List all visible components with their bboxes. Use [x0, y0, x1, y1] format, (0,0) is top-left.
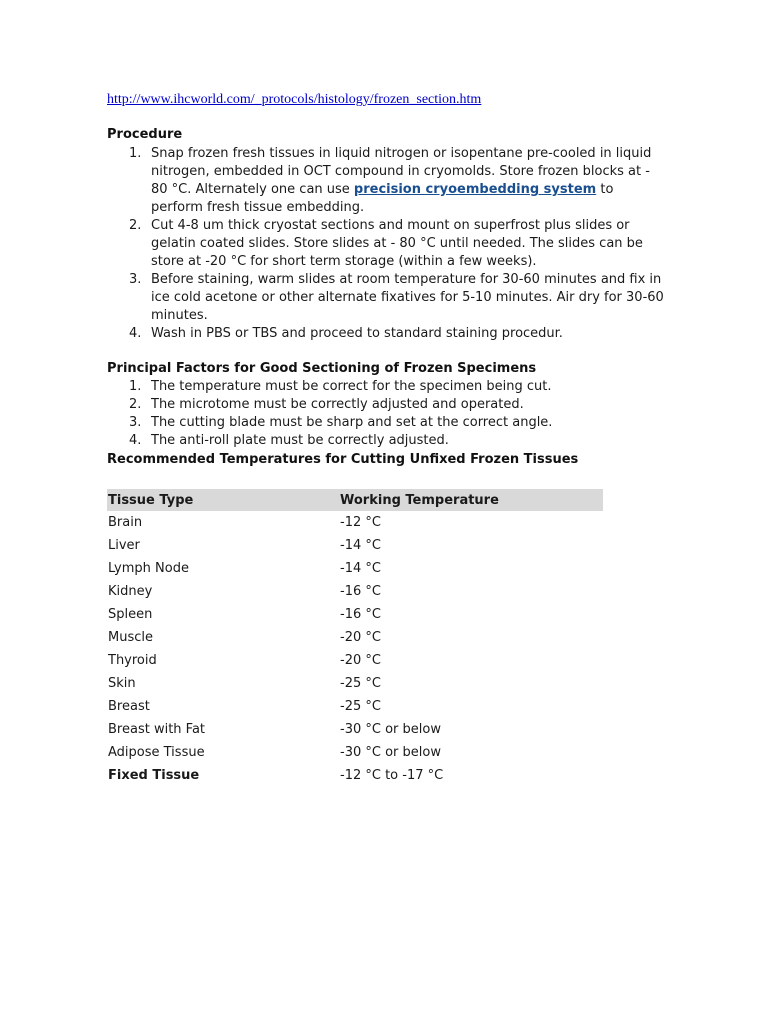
table-row	[107, 557, 603, 580]
list-item	[107, 271, 667, 325]
tissue-cell: Thyroid	[108, 653, 157, 668]
tissue-cell: Fixed Tissue	[108, 768, 200, 783]
tissue-cell: Breast with Fat	[108, 722, 206, 737]
list-item	[107, 414, 667, 432]
procedure-heading: Procedure	[107, 127, 183, 142]
list-number: 3.	[129, 272, 142, 287]
column-header-tissue: Tissue Type	[107, 489, 339, 511]
list-number: 1.	[129, 379, 142, 394]
step-text: Cut 4-8 um thick cryostat sections and mount on superfrost plus slides or gelatin coated slides. Store slides at - 80 °C until needed. The slides can be store at -20 °C for short term storage (within a few weeks).	[151, 218, 643, 269]
source-url-link[interactable]: http://www.ihcworld.com/_protocols/histology/frozen_section.htm	[107, 92, 482, 107]
list-item	[107, 396, 667, 414]
tissue-cell: Skin	[108, 676, 136, 691]
list-item	[107, 325, 667, 343]
table-row	[107, 626, 603, 649]
table-row	[107, 511, 603, 534]
temperature-cell: -25 °C	[340, 699, 381, 714]
step-text: Snap frozen fresh tissues in liquid nitrogen or isopentane pre-cooled in liquid nitrogen, embedded in OCT compound in cryomolds. Store frozen blocks at - 80 °C. Alternately one can use	[151, 146, 652, 197]
table-header-row	[107, 489, 603, 511]
temperature-table	[107, 489, 603, 787]
factors-heading: Principal Factors for Good Sectioning of Frozen Specimens	[107, 361, 537, 376]
list-number: 3.	[129, 415, 142, 430]
temperature-cell: -16 °C	[340, 584, 381, 599]
factors-list	[107, 378, 667, 450]
list-number: 2.	[129, 397, 142, 412]
temperature-cell: -16 °C	[340, 607, 381, 622]
procedure-list	[107, 145, 667, 343]
table-row	[107, 764, 603, 787]
list-number: 1.	[129, 146, 142, 161]
column-header-temperature: Working Temperature	[339, 489, 603, 511]
tissue-cell: Lymph Node	[108, 561, 189, 576]
list-number: 4.	[129, 433, 142, 448]
temperature-cell: -14 °C	[340, 538, 381, 553]
table-row	[107, 580, 603, 603]
table-row	[107, 695, 603, 718]
temperatures-heading: Recommended Temperatures for Cutting Unfixed Frozen Tissues	[107, 452, 579, 467]
tissue-cell: Muscle	[108, 630, 153, 645]
tissue-cell: Liver	[108, 538, 140, 553]
list-item	[107, 145, 667, 217]
factor-text: The microtome must be correctly adjusted and operated.	[151, 397, 524, 412]
step-text: Before staining, warm slides at room temperature for 30-60 minutes and fix in ice cold acetone or other alternate fixatives for 5-10 minutes. Air dry for 30-60 minutes.	[151, 272, 664, 323]
temperature-cell: -30 °C or below	[340, 745, 441, 760]
temperature-cell: -20 °C	[340, 630, 381, 645]
tissue-cell: Adipose Tissue	[108, 745, 205, 760]
table-row	[107, 603, 603, 626]
temperature-cell: -14 °C	[340, 561, 381, 576]
temperature-cell: -25 °C	[340, 676, 381, 691]
temperature-cell: -30 °C or below	[340, 722, 441, 737]
list-item	[107, 217, 667, 271]
factor-text: The cutting blade must be sharp and set at the correct angle.	[151, 415, 553, 430]
table-row	[107, 718, 603, 741]
tissue-cell: Breast	[108, 699, 150, 714]
table-row	[107, 534, 603, 557]
table-row	[107, 672, 603, 695]
tissue-cell: Kidney	[108, 584, 153, 599]
precision-cryoembedding-link[interactable]: precision cryoembedding system	[353, 182, 597, 197]
list-item	[107, 378, 667, 396]
factor-text: The anti-roll plate must be correctly adjusted.	[151, 433, 449, 448]
tissue-cell: Spleen	[108, 607, 153, 622]
temperature-cell: -20 °C	[340, 653, 381, 668]
factor-text: The temperature must be correct for the specimen being cut.	[151, 379, 552, 394]
list-item	[107, 432, 667, 450]
list-number: 4.	[129, 326, 142, 341]
step-text: to perform fresh tissue embedding.	[151, 182, 614, 215]
list-number: 2.	[129, 218, 142, 233]
table-row	[107, 649, 603, 672]
step-text: Wash in PBS or TBS and proceed to standard staining procedur.	[151, 326, 563, 341]
temperature-cell: -12 °C	[340, 515, 381, 530]
temperature-cell: -12 °C to -17 °C	[340, 768, 444, 783]
table-row	[107, 741, 603, 764]
tissue-cell: Brain	[108, 515, 143, 530]
